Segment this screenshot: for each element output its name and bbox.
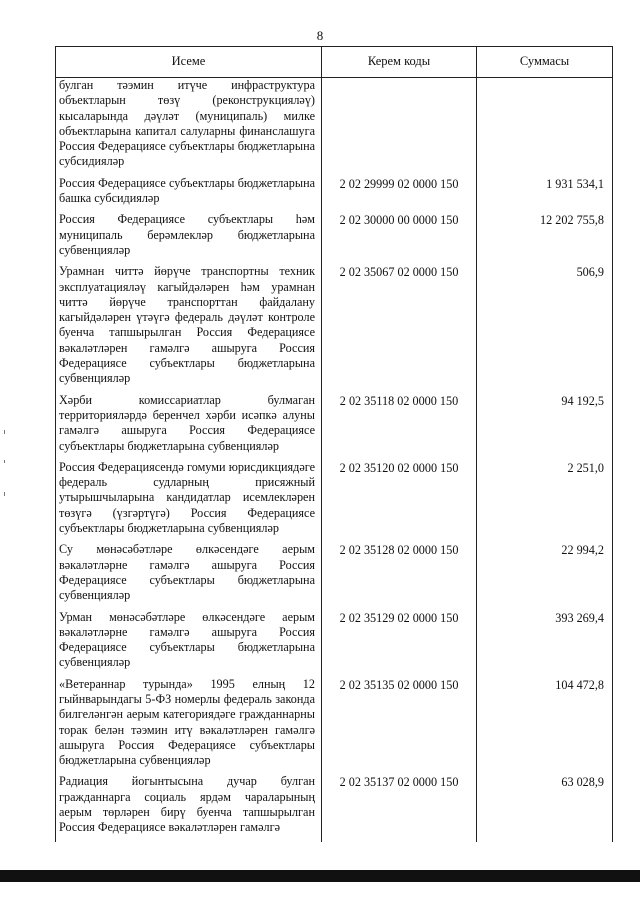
row-code: 2 02 29999 02 0000 150 <box>322 176 477 213</box>
header-name: Исеме <box>56 47 322 78</box>
header-code: Керем коды <box>322 47 477 78</box>
row-sum: 94 192,5 <box>477 393 613 460</box>
row-sum: 63 028,9 <box>477 774 613 841</box>
row-name: Су мөнәсәбәтләре өлкәсендәге аерым вәкаләтләрне гамәлгә ашыруга Россия Федерациясе субъектлары бюджетларына субвенцияләр <box>56 542 322 609</box>
row-sum: 1 931 534,1 <box>477 176 613 213</box>
table-row <box>56 774 613 841</box>
budget-table <box>55 46 613 842</box>
row-sum: 2 251,0 <box>477 460 613 542</box>
row-code: 2 02 35118 02 0000 150 <box>322 393 477 460</box>
row-code: 2 02 35128 02 0000 150 <box>322 542 477 609</box>
table-row <box>56 264 613 392</box>
table-row <box>56 78 613 176</box>
row-name: Урман мөнәсәбәтләре өлкәсендәге аерым вәкаләтләрне гамәлгә ашыруга Россия Федерациясе субъектлары бюджетларына субвенцияләр <box>56 610 322 677</box>
table-row <box>56 176 613 213</box>
row-code <box>322 78 477 176</box>
table-row <box>56 677 613 775</box>
table-row <box>56 393 613 460</box>
row-sum <box>477 78 613 176</box>
table-row <box>56 542 613 609</box>
row-sum: 12 202 755,8 <box>477 212 613 264</box>
row-name: булган тәэмин итүче инфраструктура объектларын төзү (реконструкцияләү) кысаларында дәүләт (муниципаль) милке объектларына капитал салуларны финанслашуга Россия Федерациясе субъектлары бюджетларына субсидияләр <box>56 78 322 176</box>
table-row <box>56 610 613 677</box>
scan-edge-mark <box>4 460 5 463</box>
header-sum: Суммасы <box>477 47 613 78</box>
row-sum: 393 269,4 <box>477 610 613 677</box>
scan-edge-mark <box>4 430 5 434</box>
row-code: 2 02 35137 02 0000 150 <box>322 774 477 841</box>
row-name: Россия Федерациясендә гомуми юрисдикциядәге федераль судларның присяжный утырышчыларына кандидатлар исемлекләрен төзүгә (үзгәртүгә) Россия Федерациясе субъектлары бюджетларына субвенцияләр <box>56 460 322 542</box>
page-number: 8 <box>316 28 324 43</box>
table-row <box>56 212 613 264</box>
row-name: Россия Федерациясе субъектлары һәм муниципаль берәмлекләр бюджетларына субвенцияләр <box>56 212 322 264</box>
scan-edge-mark <box>4 492 5 496</box>
row-code: 2 02 35067 02 0000 150 <box>322 264 477 392</box>
row-sum: 22 994,2 <box>477 542 613 609</box>
row-sum: 506,9 <box>477 264 613 392</box>
table-header-row <box>56 47 613 78</box>
row-code: 2 02 35129 02 0000 150 <box>322 610 477 677</box>
row-sum: 104 472,8 <box>477 677 613 775</box>
row-code: 2 02 30000 00 0000 150 <box>322 212 477 264</box>
scan-bottom-bar <box>0 870 640 882</box>
row-name: Россия Федерациясе субъектлары бюджетларына башка субсидияләр <box>56 176 322 213</box>
row-name: Радиация йогынтысына дучар булган гражданнарга социаль ярдәм чараларының аерым төрләрен бирү буенча тапшырылган Россия Федерациясе вәкаләтләрен гамәлгә <box>56 774 322 841</box>
row-code: 2 02 35120 02 0000 150 <box>322 460 477 542</box>
table-row <box>56 460 613 542</box>
row-name: Хәрби комиссариатлар булмаган территорияләрдә беренчел хәрби исәпкә алуны гамәлгә ашыруга Россия Федерациясе субъектлары бюджетларына субвенцияләр <box>56 393 322 460</box>
row-code: 2 02 35135 02 0000 150 <box>322 677 477 775</box>
row-name: Урамнан читтә йөрүче транспортны техник эксплуатацияләү кагыйдәләрен һәм урамнан читтә йөрүче транспорттан файдалану кагыйдәләрен үтәүгә федераль дәүләт контроле буенча тапшырылган Россия Федерациясе вәкаләтләрен гамәлгә ашыруга Россия Федерациясе субъектлары бюджетларына субвенцияләр <box>56 264 322 392</box>
row-name: «Ветераннар турында» 1995 елның 12 гыйнварындагы 5-ФЗ номерлы федераль законда билгеләнгән аерым категориядәге гражданнарны торак белән тәэмин итү вәкаләтләрен гамәлгә ашыруга Россия Федерациясе субъектлары бюджетларына субвенцияләр <box>56 677 322 775</box>
